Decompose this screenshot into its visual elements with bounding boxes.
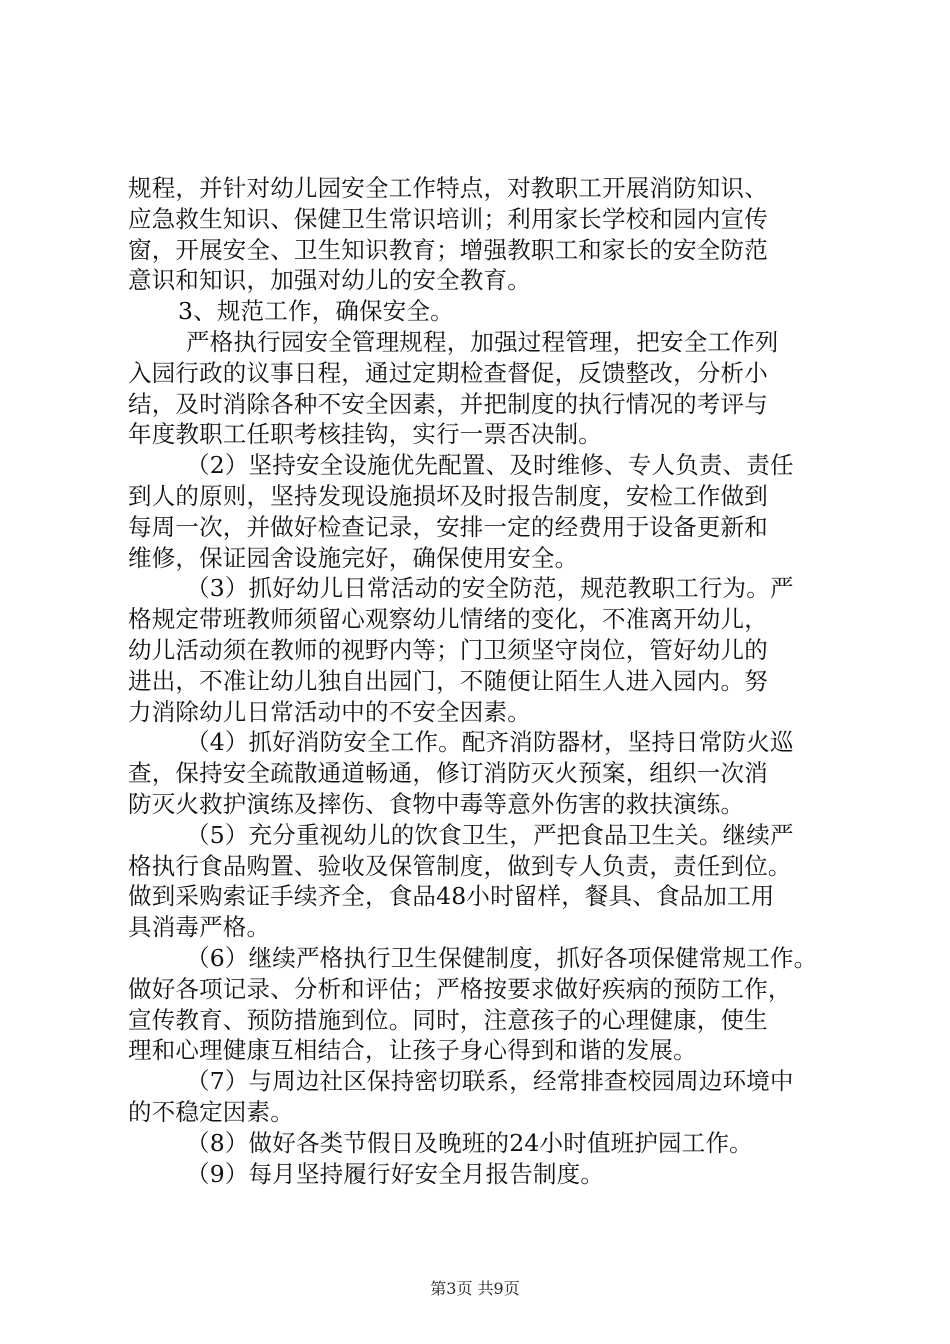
text-line: 做到采购索证手续齐全，食品48小时留样，餐具、食品加工用	[128, 882, 775, 911]
text-line: （5）充分重视幼儿的饮食卫生，严把食品卫生关。继续严	[186, 820, 794, 849]
text-line: 查，保持安全疏散通道畅通，修订消防灭火预案，组织一次消	[128, 759, 768, 788]
text-line: 窗，开展安全、卫生知识教育；增强教职工和家长的安全防范	[128, 235, 768, 264]
text-line: （3）抓好幼儿日常活动的安全防范，规范教职工行为。严	[186, 574, 794, 603]
text-line: 每周一次，并做好检查记录，安排一定的经费用于设备更新和	[128, 512, 768, 541]
body-text	[128, 173, 828, 1189]
text-line: （7）与周边社区保持密切联系，经常排查校园周边环境中	[186, 1067, 794, 1096]
text-line: 防灭火救护演练及摔伤、食物中毒等意外伤害的救扶演练。	[128, 789, 745, 818]
text-line: 意识和知识，加强对幼儿的安全教育。	[128, 266, 531, 295]
text-line: 进出，不准让幼儿独自出园门，不随便让陌生人进入园内。努	[128, 666, 768, 695]
page-footer: 第3页 共9页	[430, 1279, 520, 1298]
text-line: 维修，保证园舍设施完好，确保使用安全。	[128, 543, 579, 572]
text-line: 结，及时消除各种不安全因素，并把制度的执行情况的考评与	[128, 389, 768, 418]
text-line: 应急救生知识、保健卫生常识培训；利用家长学校和园内宣传	[128, 204, 768, 233]
text-line: 年度教职工任职考核挂钩，实行一票否决制。	[128, 420, 602, 449]
text-line: 格规定带班教师须留心观察幼儿情绪的变化，不准离开幼儿，	[128, 605, 768, 634]
text-line: 规程，并针对幼儿园安全工作特点，对教职工开展消防知识、	[128, 174, 768, 202]
text-line: （8）做好各类节假日及晚班的24小时值班护园工作。	[186, 1128, 753, 1157]
section-heading: 3、规范工作，确保安全。	[178, 297, 454, 326]
text-line: 的不稳定因素。	[128, 1097, 294, 1126]
text-line: 宣传教育、预防措施到位。同时，注意孩子的心理健康，使生	[128, 1005, 768, 1034]
text-line: （4）抓好消防安全工作。配齐消防器材，坚持日常防火巡	[186, 728, 794, 757]
text-line: 具消毒严格。	[128, 913, 271, 942]
text-line: （6）继续严格执行卫生保健制度，抓好各项保健常规工作。	[186, 943, 818, 972]
text-line: （9）每月坚持履行好安全月报告制度。	[186, 1159, 605, 1188]
text-line: 力消除幼儿日常活动中的不安全因素。	[128, 697, 531, 726]
text-line: 严格执行园安全管理规程，加强过程管理，把安全工作列	[186, 327, 779, 356]
text-line: 到人的原则，坚持发现设施损坏及时报告制度，安检工作做到	[128, 481, 768, 510]
text-line: 幼儿活动须在教师的视野内等；门卫须坚守岗位，管好幼儿的	[128, 635, 768, 664]
text-line: 理和心理健康互相结合，让孩子身心得到和谐的发展。	[128, 1036, 697, 1065]
text-line: 入园行政的议事日程，通过定期检查督促，反馈整改，分析小	[128, 358, 768, 387]
text-line: 格执行食品购置、验收及保管制度，做到专人负责，责任到位。	[128, 851, 792, 880]
text-line: 做好各项记录、分析和评估；严格按要求做好疾病的预防工作，	[128, 974, 792, 1003]
text-line: （2）坚持安全设施优先配置、及时维修、专人负责、责任	[186, 451, 794, 480]
